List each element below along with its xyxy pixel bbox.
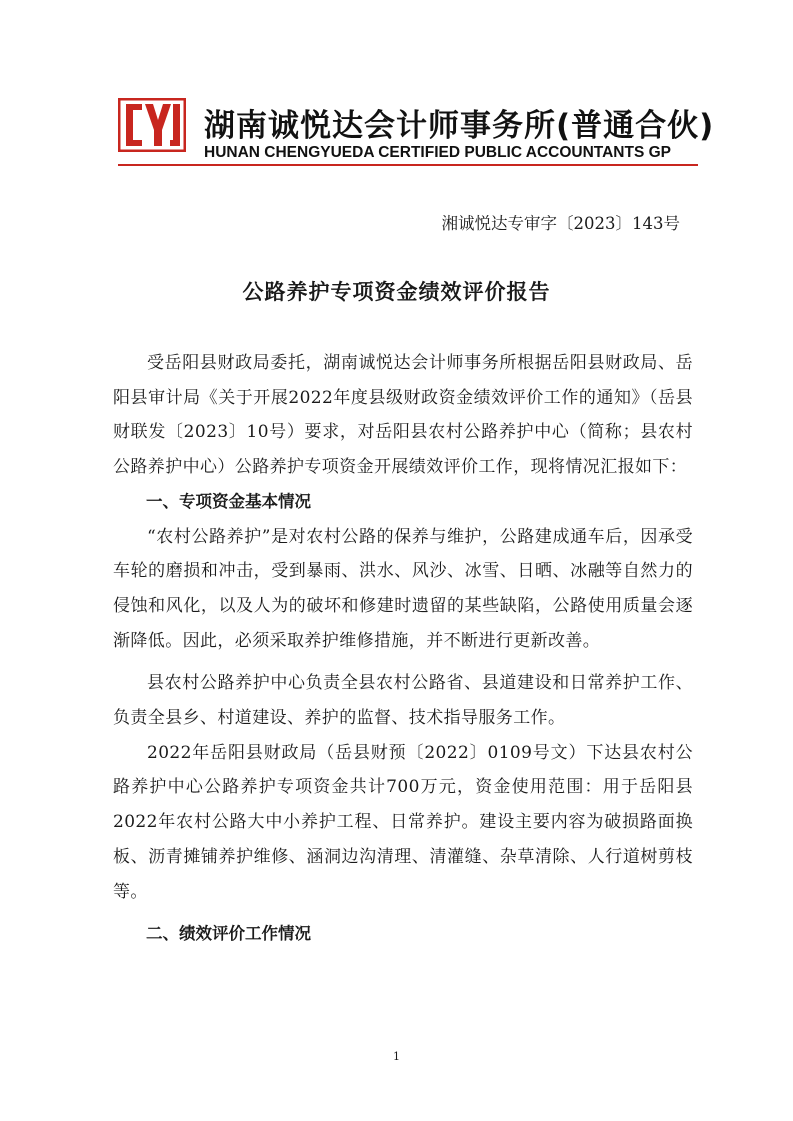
section-heading-1: 一、专项资金基本情况	[146, 491, 311, 511]
paragraph-funding: 2022年岳阳县财政局（岳县财预〔2022〕0109号文）下达县农村公路养护中心公路养护专项资金共计700万元，资金使用范围：用于岳阳县2022年农村公路大中小养护工程、日常养护。建设主要内容为破损路面换板、沥青摊铺养护维修、涵洞边沟清理、清灌缝、杂草清除、人行道树剪枝等。	[113, 742, 693, 902]
intro-paragraph: 受岳阳县财政局委托，湖南诚悦达会计师事务所根据岳阳县财政局、岳阳县审计局《关于开展2022年度县级财政资金绩效评价工作的通知》（岳县财联发〔2023〕10号）要求，对岳阳县农村公路养护中心（简称；县农村公路养护中心）公路养护专项资金开展绩效评价工作，现将情况汇报如下：	[113, 353, 693, 478]
page-number: 1	[393, 1050, 400, 1063]
paragraph-center-duties: 县农村公路养护中心负责全县农村公路省、县道建设和日常养护工作、负责全县乡、村道建设、养护的监督、技术指导服务工作。	[113, 673, 693, 729]
letterhead	[118, 98, 715, 168]
section-heading-2: 二、绩效评价工作情况	[146, 924, 311, 944]
letterhead-divider	[118, 164, 698, 166]
firm-name-chinese: 湖南诚悦达会计师事务所(普通合伙)	[204, 108, 715, 144]
paragraph-road-maintenance: “农村公路养护”是对农村公路的保养与维护，公路建成通车后，因承受车轮的磨损和冲击，受到暴雨、洪水、风沙、冰雪、日晒、冰融等自然力的侵蚀和风化，以及人为的破坏和修建时遗留的某些缺陷，公路使用质量会逐渐降低。因此，必须采取养护维修措施，并不断进行更新改善。	[113, 526, 693, 651]
report-title: 公路养护专项资金绩效评价报告	[242, 280, 551, 304]
firm-name-english: HUNAN CHENGYUEDA CERTIFIED PUBLIC ACCOUNTANTS GP	[204, 144, 672, 161]
report-body	[113, 346, 693, 952]
firm-logo-icon	[118, 98, 186, 152]
document-number: 湘诚悦达专审字〔2023〕143号	[441, 214, 680, 233]
